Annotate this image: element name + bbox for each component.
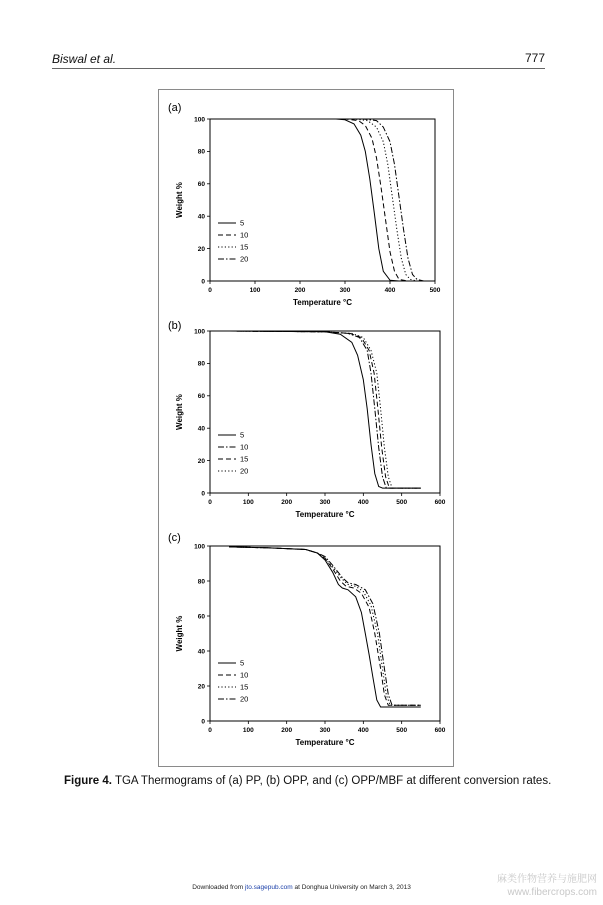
series-line-5 [229, 547, 421, 707]
x-tick-label: 300 [339, 287, 351, 294]
series-line-5 [229, 331, 421, 488]
y-tick-label: 20 [197, 457, 205, 465]
y-tick-label: 60 [197, 393, 205, 401]
x-tick-label: 100 [249, 287, 261, 294]
caption-text: TGA Thermograms of (a) PP, (b) OPP, and (c) OPP/MBF at different conversion rates. [114, 775, 552, 787]
footer-prefix: Downloaded from [192, 884, 244, 891]
x-tick-label: 400 [357, 499, 369, 506]
x-tick-label: 200 [294, 287, 306, 294]
legend-label-5: 5 [240, 658, 245, 668]
y-tick-label: 0 [201, 490, 205, 498]
panel-label: (c) [168, 532, 181, 544]
y-tick-label: 0 [201, 278, 205, 286]
legend-label-10: 10 [240, 442, 249, 452]
x-tick-label: 0 [208, 727, 212, 734]
x-axis-label: Temperature °C [295, 738, 355, 747]
x-tick-label: 600 [434, 499, 446, 506]
panel-label: (b) [168, 320, 182, 332]
series-line-10 [229, 331, 421, 488]
x-tick-label: 600 [434, 727, 446, 734]
footer-suffix: at Donghua University on March 3, 2013 [294, 884, 411, 891]
x-tick-label: 200 [281, 499, 293, 506]
y-tick-label: 60 [197, 181, 205, 189]
y-tick-label: 40 [197, 425, 205, 433]
series-line-10 [229, 547, 421, 705]
legend-label-5: 5 [240, 218, 245, 228]
y-tick-label: 40 [197, 213, 205, 221]
header-rule [52, 68, 545, 69]
panel-label: (a) [168, 102, 182, 114]
x-tick-label: 300 [319, 499, 331, 506]
series-line-5 [224, 119, 436, 281]
x-tick-label: 100 [242, 499, 254, 506]
x-tick-label: 500 [396, 727, 408, 734]
y-tick-label: 80 [197, 148, 205, 156]
x-tick-label: 0 [208, 287, 212, 294]
watermark [497, 873, 597, 899]
y-tick-label: 100 [194, 543, 205, 551]
chart-panel-1 [168, 102, 441, 307]
x-tick-label: 400 [384, 287, 396, 294]
y-axis-label: Weight % [175, 615, 184, 652]
series-line-15 [229, 547, 421, 705]
legend-label-20: 20 [240, 254, 249, 264]
running-head-author: Biswal et al. [52, 52, 117, 66]
y-tick-label: 0 [201, 718, 205, 726]
chart-panel-2 [168, 320, 446, 519]
x-axis-label: Temperature °C [292, 298, 353, 307]
legend-label-20: 20 [240, 694, 249, 704]
y-tick-label: 60 [197, 613, 205, 621]
watermark-line2: www.fibercrops.com [507, 887, 597, 898]
legend-label-15: 15 [240, 682, 249, 692]
y-tick-label: 80 [197, 578, 205, 586]
x-tick-label: 300 [319, 727, 331, 734]
y-tick-label: 80 [197, 360, 205, 368]
y-tick-label: 40 [197, 648, 205, 656]
chart-panel-3 [168, 532, 446, 747]
page-number: 777 [524, 51, 545, 65]
y-tick-label: 100 [194, 328, 205, 336]
x-tick-label: 400 [357, 727, 369, 734]
caption-label: Figure 4. [64, 775, 112, 787]
y-tick-label: 20 [197, 245, 205, 253]
y-tick-label: 100 [194, 116, 205, 124]
x-tick-label: 100 [242, 727, 254, 734]
legend-label-15: 15 [240, 242, 249, 252]
series-line-20 [224, 119, 436, 281]
y-axis-label: Weight % [175, 394, 184, 430]
series-line-15 [224, 119, 436, 281]
x-tick-label: 500 [429, 287, 441, 294]
legend-label-20: 20 [240, 466, 249, 476]
y-axis-label: Weight % [175, 182, 184, 218]
series-line-20 [229, 331, 421, 488]
x-axis-label: Temperature °C [295, 510, 355, 519]
x-tick-label: 200 [281, 727, 293, 734]
legend-label-10: 10 [240, 230, 249, 240]
legend-label-5: 5 [240, 430, 245, 440]
tga-thermogram-figure [158, 89, 452, 765]
series-line-20 [229, 547, 421, 705]
series-line-15 [229, 331, 421, 488]
footer-link[interactable]: jto.sagepub.com [244, 884, 293, 891]
legend-label-15: 15 [240, 454, 249, 464]
x-tick-label: 500 [396, 499, 408, 506]
series-line-10 [224, 119, 436, 281]
watermark-line1: 麻类作物营养与施肥网 [497, 874, 597, 885]
figure-caption [64, 775, 564, 787]
legend-label-10: 10 [240, 670, 249, 680]
x-tick-label: 0 [208, 499, 212, 506]
y-tick-label: 20 [197, 683, 205, 691]
